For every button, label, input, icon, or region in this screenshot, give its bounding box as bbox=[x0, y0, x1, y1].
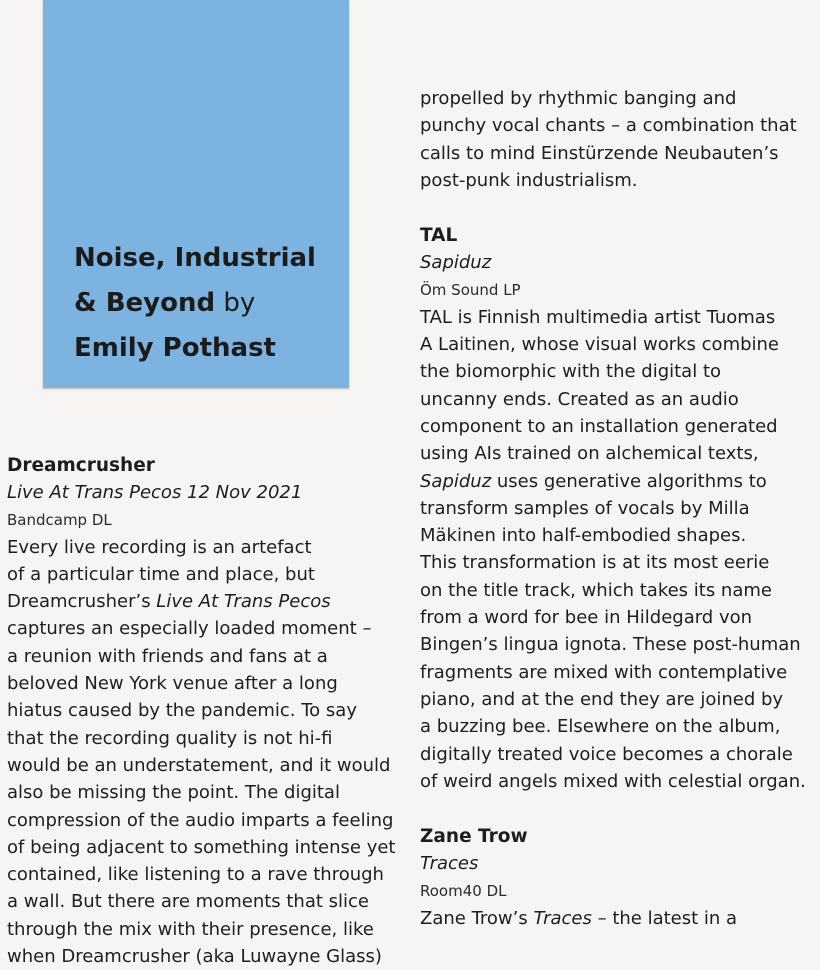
body-line: a reunion with friends and fans at a bbox=[7, 645, 328, 667]
body-line: This transformation is at its most eerie bbox=[420, 552, 770, 574]
review-body bbox=[7, 534, 397, 970]
body-line: transform samples of vocals by Milla bbox=[420, 497, 750, 519]
body-line: Mäkinen into half-embodied shapes. bbox=[420, 525, 747, 547]
body-line: from a word for bee in Hildegard von bbox=[420, 607, 753, 629]
body-line: through the mix with their presence, like bbox=[7, 918, 374, 940]
column-byline-word: by bbox=[223, 288, 256, 318]
body-line: a buzzing bee. Elsewhere on the album, bbox=[420, 716, 781, 738]
body-line: also be missing the point. The digital bbox=[7, 782, 340, 804]
body-line: Every live recording is an artefact bbox=[7, 536, 312, 558]
body-line: on the title track, which takes its name bbox=[420, 579, 772, 601]
italic-title: Live At Trans Pecos bbox=[156, 591, 331, 613]
body-line: propelled by rhythmic banging and bbox=[420, 88, 737, 109]
review-label: Bandcamp DL bbox=[7, 510, 112, 529]
review-artist: Dreamcrusher bbox=[7, 455, 155, 476]
review-album: Traces bbox=[420, 853, 479, 875]
body-line: of a particular time and place, but bbox=[7, 563, 315, 585]
body-line: hiatus caused by the pandemic. To say bbox=[7, 700, 357, 722]
body-line: would be an understatement, and it would bbox=[7, 754, 391, 776]
right-column bbox=[420, 85, 816, 932]
body-line: a wall. But there are moments that slice bbox=[7, 891, 370, 913]
body-line: component to an installation generated bbox=[420, 415, 778, 437]
review-label: Öm Sound LP bbox=[420, 280, 521, 299]
body-line: uncanny ends. Created as an audio bbox=[420, 388, 739, 410]
body-line: digitally treated voice becomes a chorale bbox=[420, 743, 793, 765]
body-line: Zane Trow’s Traces – the latest in a bbox=[420, 907, 738, 929]
body-line: beloved New York venue after a long bbox=[7, 673, 338, 695]
review-body-continued bbox=[420, 85, 816, 194]
body-line: Sapiduz uses generative algorithms to bbox=[420, 470, 767, 492]
review-artist: Zane Trow bbox=[420, 826, 528, 848]
body-line: that the recording quality is not hi-fi bbox=[7, 727, 333, 749]
body-line: TAL is Finnish multimedia artist Tuomas bbox=[420, 306, 776, 328]
review-artist: TAL bbox=[420, 225, 458, 247]
body-line: compression of the audio imparts a feeling bbox=[7, 809, 394, 831]
italic-title: Traces bbox=[533, 907, 592, 929]
column-header-box bbox=[43, 0, 349, 388]
body-line: calls to mind Einstürzende Neubauten’s bbox=[420, 142, 779, 164]
review-body bbox=[420, 304, 816, 795]
review-album: Sapiduz bbox=[420, 252, 492, 274]
column-author: Emily Pothast bbox=[74, 333, 276, 363]
column-title-part2: & Beyond bbox=[74, 288, 216, 318]
italic-title: Sapiduz bbox=[420, 470, 492, 492]
body-line: Bingen’s lingua ignota. These post-human bbox=[420, 634, 801, 656]
body-line: A Laitinen, whose visual works combine bbox=[420, 334, 780, 356]
review-body bbox=[420, 905, 816, 932]
body-line: of being adjacent to something intense yet bbox=[7, 836, 396, 858]
left-column bbox=[7, 452, 397, 970]
body-line: Dreamcrusher’s Live At Trans Pecos bbox=[7, 591, 331, 613]
body-line: piano, and at the end they are joined by bbox=[420, 688, 784, 710]
body-line: of weird angels mixed with celestial organ. bbox=[420, 770, 806, 792]
body-line: contained, like listening to a rave through bbox=[7, 864, 384, 886]
review-label: Room40 DL bbox=[420, 881, 507, 900]
body-line: punchy vocal chants – a combination that bbox=[420, 115, 797, 137]
review-album: Live At Trans Pecos 12 Nov 2021 bbox=[7, 482, 303, 504]
column-title-part1: Noise, Industrial bbox=[74, 243, 316, 273]
column-title bbox=[74, 236, 316, 371]
body-line: the biomorphic with the digital to bbox=[420, 361, 722, 383]
body-line: post-punk industrialism. bbox=[420, 169, 638, 191]
body-line: when Dreamcrusher (aka Luwayne Glass) bbox=[7, 946, 382, 968]
body-line: fragments are mixed with contemplative bbox=[420, 661, 788, 683]
body-line: using AIs trained on alchemical texts, bbox=[420, 443, 759, 465]
body-line: captures an especially loaded moment – bbox=[7, 618, 372, 640]
